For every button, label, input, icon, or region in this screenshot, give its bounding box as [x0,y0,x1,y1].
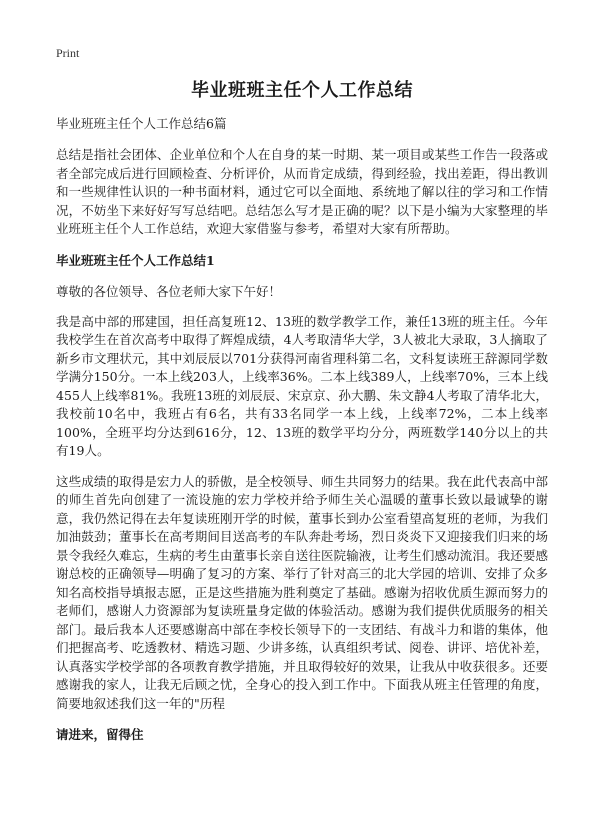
intro-paragraph: 总结是指社会团体、企业单位和个人在自身的某一时期、某一项目或某些工作告一段落或者全部完成后进行回顾检查、分析评价，从而肯定成绩，得到经验，找出差距，得出教训和一些规律性认识的一种书面材料，通过它可以全面地、系统地了解以往的学习和工作情况，不妨坐下来好好写写总结吧。总结怎么写才是正确的呢？以下是小编为大家整理的毕业班班主任个人工作总结，欢迎大家借鉴与参考，希望对大家有所帮助。 [56,147,548,236]
section-heading-2: 请进来，留得住 [56,727,144,742]
page-title: 毕业班班主任个人工作总结 [191,80,413,101]
print-link[interactable]: Print [56,46,80,60]
section-heading-1: 毕业班班主任个人工作总结1 [56,252,215,268]
body-paragraph-1: 我是高中部的邢建国，担任高复班12、13班的数学教学工作，兼任13班的班主任。今年我校学生在首次高考中取得了辉煌成绩，4人考取清华大学，3人被北大录取，3人摘取了新乡市文理状元，其中刘辰辰以701分获得河南省理科第二名，文科复读班王辞源同学数学满分150分。一本上线203人，上线率36%。二本上线389人，上线率70%，三本上线455人上线率81%。我班13班的刘辰辰、宋京京、孙大鹏、朱文静4人考取了清华北大，我校前10名中，我班占有6名，共有33名同学一本上线，上线率72%，二本上线率100%，全班平均分达到616分，12、13班的数学平均分分，两班数学140分以上的共有19人。 [56,313,548,458]
document-body [56,72,548,744]
greeting-paragraph: 尊敬的各位领导、各位老师大家下午好！ [56,283,282,299]
body-paragraph-2: 这些成绩的取得是宏力人的骄傲，是全校领导、师生共同努力的结果。我在此代表高中部的师生首先向创建了一流设施的宏力学校并给予师生关心温暖的董事长致以最诚挚的谢意，我仍然记得在去年复读班刚开学的时候，董事长到办公室看望高复班的老师，为我们加油鼓劲；董事长在高考期间目送高考的车队奔赴考场，烈日炎炎下又迎接我们归来的场景令我经久难忘，生病的考生由董事长亲自送往医院输液，让考生们感动流泪。我还要感谢总校的正确领导—明确了复习的方案、举行了针对高三的北大学园的培训、安排了众多知名高校指导填报志愿，正是这些措施为胜利奠定了基础。感谢为招收优质生源而努力的老师们，感谢人力资源部为复读班量身定做的体验活动。感谢为我们提供优质服务的相关部门。最后我本人还要感谢高中部在李校长领导下的一支团结、有战斗力和谐的集体，他们把握高考、吃透教材、精选习题、少讲多练，认真组织考试、阅卷、讲评、培优补差，认真落实学校学部的各项教育教学措施，并且取得较好的效果，让我从中收获很多。还要感谢我的家人，让我无后顾之忧，全身心的投入到工作中。下面我从班主任管理的角度，简要地叙述我们这一年的"历程 [56,473,548,711]
document-subtitle: 毕业班班主任个人工作总结6篇 [56,116,227,131]
